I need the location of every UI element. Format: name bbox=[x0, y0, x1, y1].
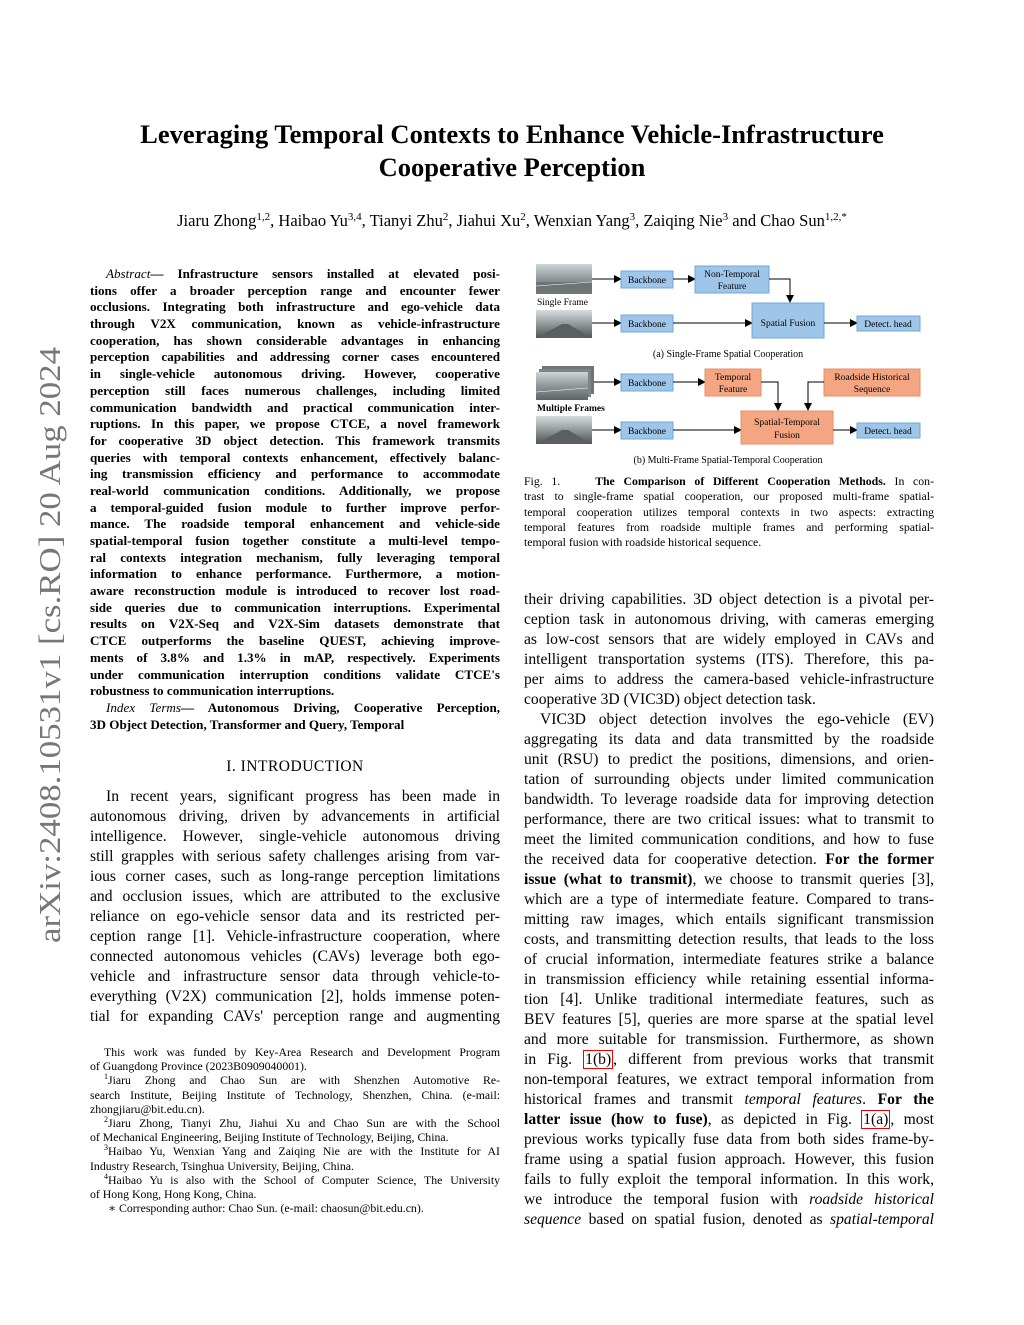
caption-line: Fig. 1. The Comparison of Different Cooperation Methods. In con- bbox=[524, 474, 935, 488]
body-line: their driving capabilities. 3D object detection is a pivotal per- bbox=[524, 591, 934, 608]
body-line: historical frames and transmit temporal features. For the bbox=[524, 1091, 934, 1108]
footnote-line: $^4$Haibao Yu is also with the School of Computer Science, The University bbox=[104, 1171, 500, 1187]
body-line: tation of surrounding objects under limited communication bbox=[524, 771, 934, 788]
footnote-line: zhongjiaru@bit.edu.cn). bbox=[90, 1101, 205, 1116]
body-line: sequence based on spatial fusion, denoted as spatial-temporal bbox=[524, 1211, 934, 1228]
section-heading: I. INTRODUCTION bbox=[226, 758, 364, 775]
body-line: mitting raw images, which entails significant transmission bbox=[524, 911, 934, 928]
footnote-line: search Institute, Beijing Institute of Technology, Shenzhen, China. (e-mail: bbox=[90, 1087, 500, 1102]
backbone-label: Backbone bbox=[628, 379, 666, 389]
figure-ref-link[interactable]: 1(a) bbox=[863, 1111, 889, 1128]
detect-head-label: Detect. head bbox=[864, 427, 912, 437]
body-line: costs, and transmitting detection results, that leads to the loss bbox=[524, 931, 934, 948]
abstract-line: information to enhance performance. Furthermore, a motion- bbox=[90, 566, 500, 582]
body-line: and occlusion issues, which are attributed to the exclusive bbox=[90, 888, 500, 905]
abstract-line: ments of 3.8% and 1.3% in mAP, respectively. Experiments bbox=[90, 649, 500, 665]
index-terms-label: Index Terms bbox=[106, 699, 181, 715]
body-line: in Fig. 1(b) , different from previous works that transmit bbox=[524, 1051, 934, 1068]
footnote-line: $^3$Haibao Yu, Wenxian Yang and Zaiqing Nie are with the Institute for AI bbox=[104, 1143, 500, 1159]
abstract-line: for cooperative 3D object detection. This framework transmits bbox=[90, 432, 500, 448]
body-line: the received data for cooperative detection. For the former bbox=[524, 851, 934, 868]
title-line-1: Leveraging Temporal Contexts to Enhance Vehicle-Infrastructure bbox=[140, 119, 884, 149]
body-line: performance, there are two critical issues: what to transmit to bbox=[524, 811, 934, 828]
body-line: vehicle and infrastructure sensor data through vehicle-to- bbox=[90, 968, 500, 985]
body-line: ious corner cases, such as long-range perception limitations bbox=[90, 868, 500, 885]
abstract-line: in single-vehicle autonomous driving. However, cooperative bbox=[90, 366, 500, 382]
body-line: tion [4]. Unlike traditional intermediate features, such as bbox=[524, 991, 934, 1008]
spatial-temporal-fusion-label: Fusion bbox=[774, 431, 800, 441]
abstract-line: side queries due to communication interruptions. Experimental bbox=[90, 599, 500, 615]
abstract-line: Abstract— Infrastructure sensors installed at elevated posi- bbox=[106, 266, 500, 281]
body-line: non-temporal features, we extract temporal information from bbox=[524, 1071, 934, 1088]
abstract-line: a temporal-guided fusion module to further improve perfor- bbox=[90, 499, 500, 515]
footnote-line: of Mechanical Engineering, Beijing Institute of Technology, Beijing, China. bbox=[90, 1130, 449, 1145]
figure-caption bbox=[524, 474, 934, 550]
arxiv-stamp bbox=[22, 345, 70, 945]
detect-head-label: Detect. head bbox=[864, 320, 912, 330]
backbone-label: Backbone bbox=[628, 276, 666, 286]
vehicle-camera-image bbox=[536, 310, 592, 338]
subfigure-a-caption: (a) Single-Frame Spatial Cooperation bbox=[652, 349, 804, 360]
author-name: Haibao Yu bbox=[278, 211, 348, 230]
non-temporal-feature-label: Non-Temporal bbox=[704, 270, 760, 280]
author-affiliation: 2 bbox=[442, 211, 449, 223]
body-line: cooperative 3D (VIC3D) object detection task. bbox=[524, 691, 816, 708]
temporal-feature-label: Temporal bbox=[714, 373, 752, 383]
body-line: per aims to address the camera-based vehicle-infrastructure bbox=[524, 671, 934, 688]
abstract-line: communication bandwidth and practical communication inter- bbox=[90, 399, 500, 415]
body-line: meet the limited communication conditions, and how to fuse bbox=[524, 831, 934, 848]
intro-right bbox=[524, 590, 934, 1230]
abstract-line: real-world communication conditions. Additionally, we propose bbox=[90, 482, 500, 498]
caption-line: temporal features from roadside multiple frames and performing spatial- bbox=[524, 519, 934, 534]
caption-line: temporal cooperation utilizes temporal contexts in two aspects: extracting bbox=[524, 504, 934, 519]
intro-left bbox=[90, 787, 500, 1027]
roadside-historical-label: Sequence bbox=[853, 385, 891, 395]
body-line: previous works typically fuse data from both sides frame-by- bbox=[524, 1131, 934, 1148]
body-line: connected autonomous vehicles (CAVs) leverage both ego- bbox=[90, 948, 500, 965]
body-line: which are a type of intermediate feature. Compared to trans- bbox=[524, 891, 934, 908]
body-line: fails to fully exploit the temporal information. In this work, bbox=[524, 1171, 934, 1188]
body-line: still grapples with serious safety challenges arising from var- bbox=[90, 848, 500, 865]
body-line: In recent years, significant progress has been made in bbox=[106, 788, 500, 805]
body-line: ception range [1]. Vehicle-infrastructure cooperation, where bbox=[90, 928, 500, 945]
body-line: BEV features [5], queries are more sparse at the spatial level bbox=[524, 1011, 934, 1028]
abstract-line: CTCE outperforms the baseline QUEST, achieving improve- bbox=[90, 633, 500, 649]
body-line: ception task in autonomous driving, with cameras emerging bbox=[524, 611, 934, 628]
author-name: Jiaru Zhong bbox=[177, 211, 257, 230]
body-line: intelligence. However, single-vehicle autonomous driving bbox=[90, 828, 500, 845]
abstract-line: occlusions. Integrating both infrastructure and ego-vehicle data bbox=[90, 299, 500, 315]
author-list: Jiaru Zhong$^{1,2}$, Haibao Yu$^{3,4}$, Tianyi Zhu$^2$, Jiahui Xu$^2$, Wenxian Yang$^3$, Zaiqing Nie$^3$ and Chao Sun$^{1,2,*}$ bbox=[177, 211, 847, 230]
abstract-line: under communication interruption conditions validate CTCE's bbox=[90, 666, 500, 682]
abstract-line: ruptions. In this paper, we propose CTCE, a novel framework bbox=[90, 416, 500, 432]
author-affiliation: 1,2 bbox=[256, 211, 271, 223]
body-line: we introduce the temporal fusion with roadside historical bbox=[524, 1191, 934, 1208]
single-frame-label: Single Frame bbox=[537, 298, 588, 308]
body-line: bandwidth. To leverage roadside data for improving detection bbox=[524, 791, 934, 808]
vehicle-camera-image bbox=[536, 416, 592, 444]
subfigure-b-caption: (b) Multi-Frame Spatial-Temporal Cooperation bbox=[633, 455, 823, 466]
footnote-line: $^1$Jiaru Zhong and Chao Sun are with Shenzhen Automotive Re- bbox=[104, 1072, 500, 1088]
author-name: Zaiqing Nie bbox=[643, 211, 723, 230]
abstract-line: perception capabilities and addressing corner cases encountered bbox=[90, 349, 500, 365]
body-line: in transmission efficiency while retaining essential informa- bbox=[524, 971, 934, 988]
body-line: and more suitable for transmission. Furthermore, as shown bbox=[524, 1031, 934, 1048]
roadside-historical-label: Roadside Historical bbox=[834, 373, 910, 383]
abstract-line: queries with temporal contexts enhancement, effectively balanc- bbox=[90, 449, 500, 465]
abstract-line: robustness to communication interruptions. bbox=[90, 683, 335, 699]
author-affiliation: 3 bbox=[629, 211, 636, 223]
body-line: reliance on ego-vehicle sensor data and its restricted per- bbox=[90, 908, 500, 925]
author-name: Tianyi Zhu bbox=[369, 211, 443, 230]
abstract-line: ing transmission efficiency and performance to accommodate bbox=[90, 466, 500, 482]
title-line-2: Cooperative Perception bbox=[378, 152, 646, 182]
body-line: of crucial information, intermediate features strike a balance bbox=[524, 951, 934, 968]
body-line: unit (RSU) to predict the positions, dimensions, and orien- bbox=[524, 751, 934, 768]
abstract-line: results on V2X-Seq and V2X-Sim datasets demonstrate that bbox=[90, 616, 500, 632]
figure-ref-link[interactable]: 1(b) bbox=[585, 1051, 612, 1068]
caption-line: temporal fusion with roadside historical sequence. bbox=[524, 535, 762, 550]
footnote-line: of Guangdong Province (2023B0909040001). bbox=[90, 1059, 307, 1074]
abstract-line: spatial-temporal fusion together constitute a multi-level tempo- bbox=[90, 533, 500, 548]
backbone-label: Backbone bbox=[628, 427, 666, 437]
footnote-line: Industry Research, Tsinghua University, Beijing, China. bbox=[90, 1158, 354, 1173]
figure-1 bbox=[528, 258, 934, 473]
body-line: VIC3D object detection involves the ego-vehicle (EV) bbox=[540, 711, 934, 728]
abstract-line: mance. The roadside temporal enhancement and vehicle-side bbox=[90, 516, 500, 532]
footnote-line: ∗ Corresponding author: Chao Sun. (e-mail: chaosun@bit.edu.cn). bbox=[108, 1201, 424, 1216]
body-line: autonomous driving, driven by advancements in artificial bbox=[90, 808, 500, 825]
abstract bbox=[90, 266, 500, 733]
abstract-label: Abstract bbox=[106, 266, 151, 281]
roadside-camera-image bbox=[536, 264, 592, 294]
caption-line: trast to single-frame spatial cooperation, our proposed multi-frame spatial- bbox=[524, 489, 934, 504]
abstract-line: perception still faces numerous challenges, including limited bbox=[90, 382, 500, 398]
index-terms: Index Terms— Autonomous Driving, Cooperative Perception, bbox=[106, 699, 500, 715]
arxiv-id: arXiv:2408.10531v1 [cs.RO] 20 Aug 2024 bbox=[33, 421, 67, 943]
figure-number: Fig. 1. bbox=[524, 474, 561, 488]
body-line: frame using a spatial fusion approach. However, this fusion bbox=[524, 1151, 934, 1168]
body-line: issue (what to transmit), we choose to transmit queries [3], bbox=[524, 871, 934, 888]
index-terms-line: 3D Object Detection, Transformer and Query, Temporal bbox=[90, 716, 405, 732]
footnote-line: of Hong Kong, Hong Kong, China. bbox=[90, 1186, 257, 1201]
author-affiliation: 1,2,* bbox=[824, 211, 847, 223]
author-name: Jiahui Xu bbox=[456, 211, 521, 230]
footnotes bbox=[90, 1045, 500, 1215]
body-line: latter issue (how to fuse), as depicted in Fig. 1(a) , most bbox=[524, 1111, 934, 1128]
multiple-frames-label: Multiple Frames bbox=[537, 404, 605, 414]
spatial-temporal-fusion-label: Spatial-Temporal bbox=[754, 418, 820, 428]
body-line: everything (V2X) communication [2], holds immense poten- bbox=[90, 988, 500, 1005]
author-affiliation: 2 bbox=[520, 211, 526, 223]
footnote-line: $^2$Jiaru Zhong, Tianyi Zhu, Jiahui Xu and Chao Sun are with the School bbox=[104, 1114, 500, 1130]
body-line: as low-cost sensors that are widely employed in CAVs and bbox=[524, 631, 934, 648]
abstract-line: cooperation, has shown considerable advantages in enhancing bbox=[90, 332, 500, 348]
abstract-line: aware reconstruction module is introduced to recover lost road- bbox=[90, 583, 500, 599]
caption-title: The Comparison of Different Cooperation Methods. bbox=[595, 474, 886, 488]
footnote-line: This work was funded by Key-Area Research and Development Program bbox=[104, 1045, 500, 1059]
roadside-multiframe-image bbox=[536, 366, 594, 400]
body-line: intelligent transportation systems (ITS). Therefore, this pa- bbox=[524, 651, 934, 668]
author-name: Chao Sun bbox=[760, 211, 825, 230]
author-affiliation: 3,4 bbox=[347, 211, 362, 223]
backbone-label: Backbone bbox=[628, 320, 666, 330]
spatial-fusion-label: Spatial Fusion bbox=[760, 319, 816, 329]
author-name: Wenxian Yang bbox=[533, 211, 630, 230]
abstract-line: ral contexts integration mechanism, fully leveraging temporal bbox=[90, 549, 500, 565]
body-line: aggregating its data and data transmitted by the roadside bbox=[524, 731, 934, 748]
non-temporal-feature-label: Feature bbox=[717, 282, 747, 292]
paper-title bbox=[90, 118, 934, 184]
body-line: tial for expanding CAVs' perception range and augmenting bbox=[90, 1008, 500, 1025]
author-affiliation: 3 bbox=[722, 211, 729, 223]
temporal-feature-label: Feature bbox=[718, 385, 748, 395]
abstract-line: tions offer a broader perception range and encounter fewer bbox=[90, 282, 500, 298]
abstract-line: through V2X communication, known as vehicle-infrastructure bbox=[90, 316, 500, 332]
